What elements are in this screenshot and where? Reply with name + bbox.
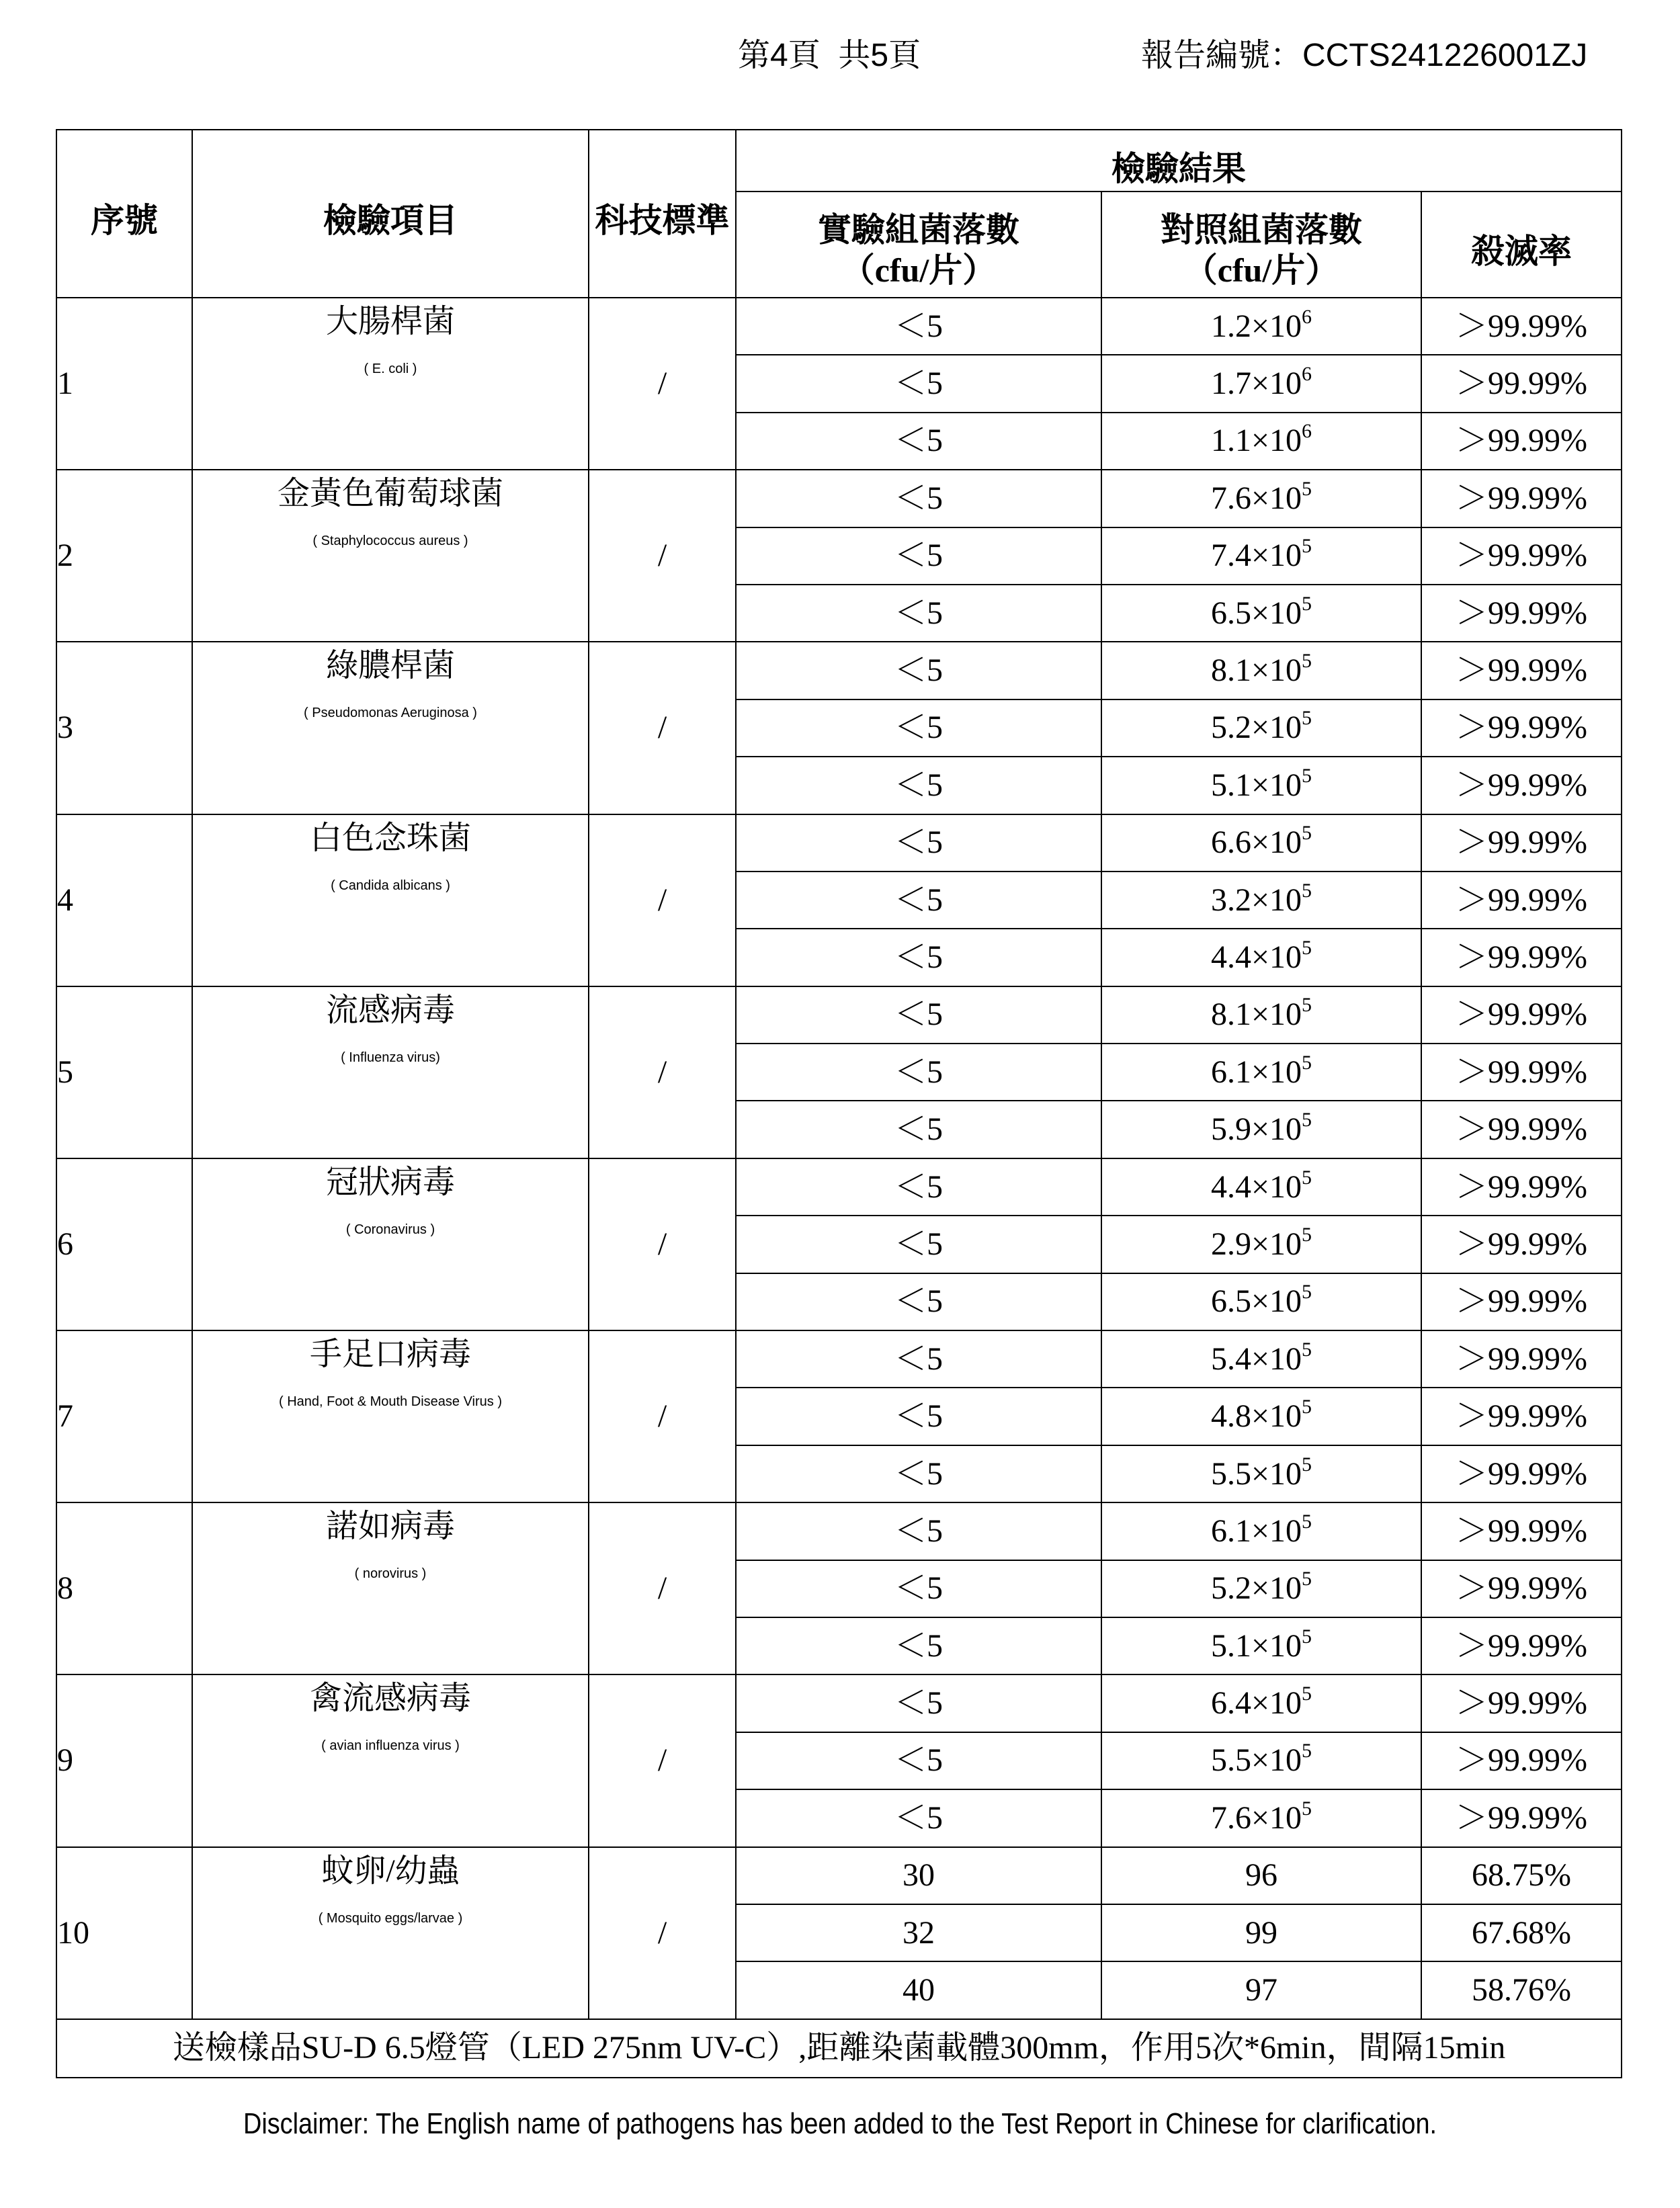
kill-rate: ＞99.99% [1421,527,1622,585]
table-row [56,1502,1622,1560]
test-group-count: ＜5 [736,1445,1101,1502]
kill-rate: ＞99.99% [1421,1158,1622,1216]
control-count-exponent: 5 [1302,1051,1312,1074]
header-results-group: 檢驗結果 [736,130,1622,192]
control-count-base: 5.2×10 [1210,1570,1302,1607]
control-group-count [1101,814,1421,872]
control-group-count [1101,1388,1421,1445]
kill-rate: ＞99.99% [1421,1674,1622,1732]
technical-standard: / [589,1502,736,1674]
control-count-base: 5.1×10 [1210,767,1302,803]
control-group-count [1101,872,1421,929]
test-item [192,1847,589,2019]
kill-rate: ＞99.99% [1421,699,1622,757]
control-group-count [1101,355,1421,412]
control-count-exponent: 5 [1302,1625,1312,1648]
header-control-group-label: 對照組菌落數 [1161,211,1362,249]
control-group-count [1101,1101,1421,1158]
control-count-base: 6.1×10 [1210,1513,1302,1549]
kill-rate: ＞99.99% [1421,1732,1622,1789]
table-row [56,470,1622,527]
sequence-number: 4 [56,814,192,986]
test-item-name-en: ( E. coli ) [364,362,417,376]
kill-rate: ＞99.99% [1421,642,1622,699]
technical-standard: / [589,1158,736,1330]
kill-rate: ＞99.99% [1421,1445,1622,1502]
control-group-count [1101,1502,1421,1560]
control-count-base: 99 [1245,1914,1277,1951]
test-group-count: ＜5 [736,1732,1101,1789]
control-group-count [1101,1674,1421,1732]
test-item-name-zh: 白色念珠菌 [309,820,471,856]
header-test-group [736,192,1101,298]
test-item-name-en: ( Candida albicans ) [331,878,450,893]
test-item [192,470,589,642]
control-count-exponent: 5 [1302,1510,1312,1533]
test-item-name-zh: 諾如病毒 [325,1509,455,1545]
test-item-name-zh: 禽流感病毒 [309,1681,471,1717]
technical-standard: / [589,814,736,986]
kill-rate: ＞99.99% [1421,1789,1622,1846]
sequence-number: 2 [56,470,192,642]
sequence-number: 9 [56,1674,192,1846]
technical-standard: / [589,1674,736,1846]
control-group-count [1101,1273,1421,1330]
control-count-exponent: 5 [1302,1453,1312,1476]
kill-rate: ＞99.99% [1421,814,1622,872]
disclaimer: Disclaimer: The English name of pathogens has been added to the Test Report in Chinese for clarification. [243,2107,1437,2140]
control-count-base: 5.4×10 [1210,1341,1302,1377]
control-count-exponent: 5 [1302,650,1312,673]
header-control-group [1101,192,1421,298]
table-row [56,1847,1622,1904]
technical-standard: / [589,1847,736,2019]
test-item-name-en: ( Staphylococcus aureus ) [312,534,468,549]
control-count-exponent: 5 [1302,1281,1312,1304]
control-count-exponent: 5 [1302,1338,1312,1361]
control-count-base: 96 [1245,1857,1277,1894]
test-group-count: ＜5 [736,1560,1101,1617]
test-group-count: ＜5 [736,642,1101,699]
header-test-group-label: 實驗組菌落數 [818,211,1019,249]
test-group-count: ＜5 [736,1789,1101,1846]
table-row [56,298,1622,355]
control-group-count [1101,757,1421,814]
control-count-base: 1.1×10 [1210,423,1302,459]
control-count-exponent: 6 [1302,305,1312,328]
control-count-exponent: 5 [1302,879,1312,902]
test-item-name-en: ( norovirus ) [354,1566,427,1582]
control-group-count [1101,1216,1421,1273]
test-item-name-en: ( Coronavirus ) [345,1222,435,1237]
control-group-count [1101,1961,1421,2019]
sequence-number: 5 [56,986,192,1158]
control-count-exponent: 5 [1302,592,1312,615]
test-group-count: ＜5 [736,470,1101,527]
control-group-count [1101,527,1421,585]
control-count-exponent: 5 [1302,1683,1312,1705]
test-group-count: ＜5 [736,872,1101,929]
test-group-count: ＜5 [736,527,1101,585]
test-group-count: ＜5 [736,1502,1101,1560]
control-count-exponent: 5 [1302,1797,1312,1820]
control-count-base: 6.1×10 [1210,1054,1302,1090]
kill-rate: ＞99.99% [1421,1388,1622,1445]
test-group-count: ＜5 [736,814,1101,872]
control-group-count [1101,1789,1421,1846]
kill-rate: ＞99.99% [1421,355,1622,412]
control-count-exponent: 5 [1302,1109,1312,1132]
test-group-count: ＜5 [736,929,1101,986]
control-count-base: 4.8×10 [1210,1398,1302,1435]
control-count-base: 1.7×10 [1210,366,1302,402]
test-group-count: 30 [736,1847,1101,1904]
control-count-exponent: 5 [1302,994,1312,1017]
technical-standard: / [589,642,736,814]
table-footer [56,2019,1622,2078]
test-item-name-zh: 流感病毒 [325,992,455,1028]
control-count-base: 5.2×10 [1210,710,1302,746]
technical-standard: / [589,986,736,1158]
kill-rate: ＞99.99% [1421,1330,1622,1388]
test-item [192,1502,589,1674]
control-count-base: 6.5×10 [1210,1283,1302,1320]
test-group-count: 40 [736,1961,1101,2019]
control-count-base: 5.9×10 [1210,1111,1302,1148]
test-group-count: ＜5 [736,986,1101,1044]
control-count-base: 6.4×10 [1210,1685,1302,1722]
test-item [192,642,589,814]
control-group-count [1101,470,1421,527]
kill-rate: ＞99.99% [1421,986,1622,1044]
control-group-count [1101,1445,1421,1502]
test-group-count: ＜5 [736,585,1101,642]
control-group-count [1101,1158,1421,1216]
control-group-count [1101,1904,1421,1961]
technical-standard: / [589,470,736,642]
test-item-name-zh: 蚊卵/幼蟲 [321,1853,460,1889]
kill-rate: ＞99.99% [1421,929,1622,986]
kill-rate: 67.68% [1421,1904,1622,1961]
control-group-count [1101,1044,1421,1101]
header-control-group-unit: （cfu/片） [1183,251,1339,289]
table-header [56,130,1622,298]
control-count-exponent: 5 [1302,1740,1312,1763]
test-group-count: ＜5 [736,1216,1101,1273]
control-count-exponent: 5 [1302,1166,1312,1189]
test-group-count: ＜5 [736,1101,1101,1158]
test-item-name-en: ( Hand, Foot & Mouth Disease Virus ) [279,1394,502,1410]
control-group-count [1101,642,1421,699]
kill-rate: ＞99.99% [1421,1044,1622,1101]
header-seq: 序號 [56,130,192,298]
control-group-count [1101,699,1421,757]
control-count-exponent: 6 [1302,420,1312,443]
control-count-exponent: 5 [1302,707,1312,730]
test-item [192,986,589,1158]
control-count-base: 8.1×10 [1210,996,1302,1033]
control-count-base: 4.4×10 [1210,1169,1302,1205]
test-item-name-en: ( Influenza virus) [341,1050,440,1065]
table-row [56,814,1622,872]
test-group-count: ＜5 [736,757,1101,814]
test-group-count: ＜5 [736,699,1101,757]
control-count-exponent: 5 [1302,764,1312,787]
header-standard: 科技標準 [589,130,736,298]
kill-rate: ＞99.99% [1421,1502,1622,1560]
control-count-base: 1.2×10 [1210,308,1302,344]
control-count-exponent: 5 [1302,1223,1312,1246]
control-count-base: 2.9×10 [1210,1226,1302,1262]
control-group-count [1101,1617,1421,1674]
control-group-count [1101,1330,1421,1388]
test-group-count: ＜5 [736,1617,1101,1674]
header-test-group-unit: （cfu/片） [841,251,997,289]
kill-rate: ＞99.99% [1421,872,1622,929]
control-count-exponent: 5 [1302,535,1312,558]
control-count-base: 5.5×10 [1210,1742,1302,1779]
sequence-number: 3 [56,642,192,814]
test-group-count: ＜5 [736,1044,1101,1101]
test-item [192,1330,589,1502]
test-item [192,1158,589,1330]
test-item-name-en: ( Mosquito eggs/larvae ) [318,1910,463,1926]
test-group-count: ＜5 [736,298,1101,355]
control-group-count [1101,585,1421,642]
test-item [192,298,589,470]
results-table [56,129,1622,2078]
technical-standard: / [589,1330,736,1502]
kill-rate: ＞99.99% [1421,413,1622,470]
kill-rate: ＞99.99% [1421,470,1622,527]
kill-rate: 68.75% [1421,1847,1622,1904]
sequence-number: 6 [56,1158,192,1330]
test-item-name-zh: 手足口病毒 [309,1336,471,1373]
sequence-number: 8 [56,1502,192,1674]
control-count-exponent: 5 [1302,1396,1312,1418]
test-group-count: ＜5 [736,355,1101,412]
test-item-name-zh: 大腸桿菌 [325,304,455,339]
test-group-count: ＜5 [736,413,1101,470]
header-test-item: 檢驗項目 [192,130,589,298]
control-count-base: 8.1×10 [1210,652,1302,689]
control-group-count [1101,986,1421,1044]
table-row [56,986,1622,1044]
control-count-exponent: 5 [1302,477,1312,500]
test-group-count: ＜5 [736,1330,1101,1388]
control-group-count [1101,298,1421,355]
control-count-base: 7.6×10 [1210,1799,1302,1836]
control-count-base: 97 [1245,1972,1277,2008]
test-group-count: ＜5 [736,1273,1101,1330]
control-group-count [1101,929,1421,986]
control-count-base: 7.4×10 [1210,538,1302,574]
kill-rate: ＞99.99% [1421,1617,1622,1674]
kill-rate: ＞99.99% [1421,1216,1622,1273]
header-row [56,130,1622,192]
table-row [56,642,1622,699]
sample-note: 送檢樣品SU-D 6.5燈管（LED 275nm UV-C）,距離染菌載體300mm，作用5次*6min，間隔15min [56,2019,1622,2078]
test-group-count: ＜5 [736,1674,1101,1732]
control-group-count [1101,413,1421,470]
technical-standard: / [589,298,736,470]
control-group-count [1101,1560,1421,1617]
kill-rate: ＞99.99% [1421,585,1622,642]
test-group-count: ＜5 [736,1388,1101,1445]
sequence-number: 10 [56,1847,192,2019]
kill-rate: 58.76% [1421,1961,1622,2019]
control-count-exponent: 5 [1302,936,1312,959]
test-item-name-zh: 金黃色葡萄球菌 [277,476,503,512]
report-number: 報告編號：CCTS241226001ZJ [1141,38,1588,73]
kill-rate: ＞99.99% [1421,298,1622,355]
table-row [56,1330,1622,1388]
kill-rate: ＞99.99% [1421,757,1622,814]
test-item-name-zh: 冠狀病毒 [325,1164,455,1200]
control-count-base: 4.4×10 [1210,939,1302,975]
control-group-count [1101,1847,1421,1904]
control-count-base: 5.5×10 [1210,1455,1302,1492]
test-item-name-en: ( Pseudomonas Aeruginosa ) [304,706,477,721]
test-group-count: ＜5 [736,1158,1101,1216]
kill-rate: ＞99.99% [1421,1273,1622,1330]
test-item-name-zh: 綠膿桿菌 [325,648,455,684]
test-item [192,814,589,986]
control-count-exponent: 5 [1302,822,1312,845]
control-count-base: 6.6×10 [1210,824,1302,861]
page-number: 第4頁 共5頁 [738,38,921,73]
results-body [56,298,1622,2019]
kill-rate: ＞99.99% [1421,1560,1622,1617]
kill-rate: ＞99.99% [1421,1101,1622,1158]
table-row [56,1674,1622,1732]
control-group-count [1101,1732,1421,1789]
test-item-name-en: ( avian influenza virus ) [321,1738,460,1754]
header-kill-rate: 殺滅率 [1421,192,1622,298]
table-row [56,1158,1622,1216]
sequence-number: 1 [56,298,192,470]
footer-row [56,2019,1622,2078]
control-count-base: 6.5×10 [1210,595,1302,631]
control-count-base: 7.6×10 [1210,480,1302,516]
control-count-exponent: 6 [1302,363,1312,386]
control-count-base: 5.1×10 [1210,1627,1302,1664]
sequence-number: 7 [56,1330,192,1502]
test-group-count: 32 [736,1904,1101,1961]
control-count-exponent: 5 [1302,1568,1312,1590]
test-item [192,1674,589,1846]
control-count-base: 3.2×10 [1210,882,1302,918]
